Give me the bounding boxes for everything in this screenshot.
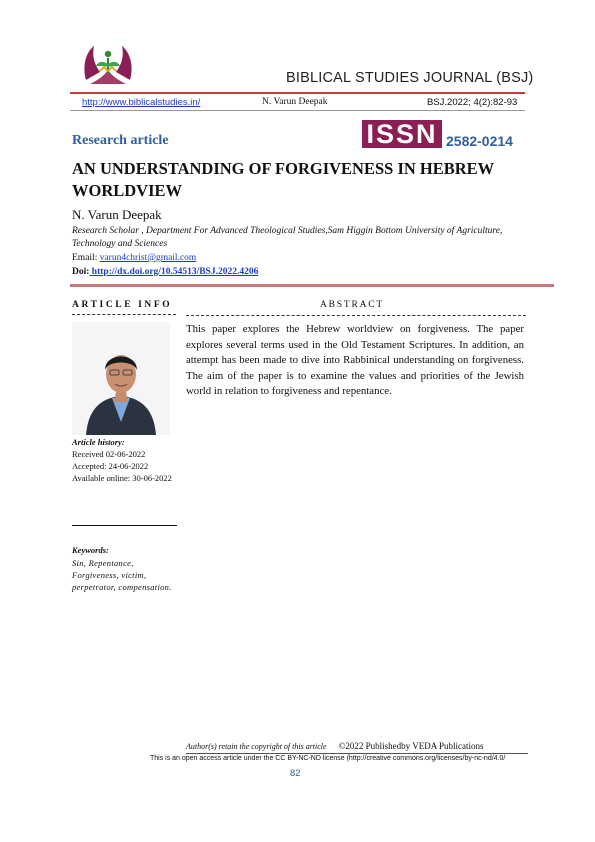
keywords-label: Keywords: xyxy=(72,545,109,555)
article-history-label: Article history: xyxy=(72,437,125,447)
svg-text:ISSN: ISSN xyxy=(366,120,438,148)
keywords-list: Sin, Repentance, Forgiveness, victim, perpetrator, compensation. xyxy=(72,558,172,592)
header-rule xyxy=(70,92,525,94)
publisher-note: ©2022 Publishedby VEDA Publications xyxy=(338,741,484,751)
citation: BSJ.2022; 4(2):82-93 xyxy=(427,97,518,108)
article-info-rule xyxy=(72,314,176,315)
running-author: N. Varun Deepak xyxy=(262,97,328,107)
journal-logo-icon xyxy=(80,40,136,90)
doi-line xyxy=(72,267,258,277)
doi-link[interactable]: http://dx.doi.org/10.54513/BSJ.2022.4206 xyxy=(89,267,259,277)
email-line xyxy=(72,253,196,263)
doi-label: Doi: xyxy=(72,267,90,277)
copyright-note: Author(s) retain the copyright of this article xyxy=(186,742,327,751)
article-info-divider xyxy=(72,525,177,526)
accepted-date: Accepted: 24-06-2022 xyxy=(72,461,149,471)
article-type: Research article xyxy=(72,133,169,148)
issn-number: 2582-0214 xyxy=(446,133,513,149)
journal-url-link[interactable]: http://www.biblicalstudies.in/ xyxy=(82,97,201,108)
email-link[interactable]: varun4christ@gmail.com xyxy=(99,253,197,263)
issn-logo-icon xyxy=(362,120,442,148)
section-divider xyxy=(70,284,554,287)
license-note: This is an open access article under the CC BY-NC-ND license (http://creative commons.org/licenses/by-nc-nd/4.0/ xyxy=(150,755,506,762)
header-underline xyxy=(70,110,525,111)
author-photo xyxy=(72,322,170,435)
email-label: Email: xyxy=(72,253,100,263)
author-affiliation: Research Scholar , Department For Advanced Theological Studies,Sam Higgin Bottom University of Agriculture, Technology and Sciences xyxy=(72,226,503,249)
received-date: Received 02-06-2022 xyxy=(72,449,146,459)
abstract-rule xyxy=(186,315,526,316)
footer-rule xyxy=(186,753,528,754)
abstract-text: This paper explores the Hebrew worldview on forgiveness. The paper explores several terms used in the Old Testament Scriptures. In addition, an attempt has been made to dive into Rabbinical understanding on forgiveness. The aim of the paper is to examine the values and priorities of the Jewish world in relation to forgiveness and repentance. xyxy=(186,323,524,398)
page-number: 82 xyxy=(290,768,301,779)
paper-title: AN UNDERSTANDING OF FORGIVENESS IN HEBREW WORLDVIEW xyxy=(72,159,494,200)
article-info-heading: ARTICLE INFO xyxy=(72,300,173,310)
abstract-heading: ABSTRACT xyxy=(320,300,385,310)
available-online-date: Available online: 30-06-2022 xyxy=(72,473,172,483)
footer-copyright xyxy=(186,741,484,751)
journal-title: BIBLICAL STUDIES JOURNAL (BSJ) xyxy=(286,70,534,86)
author-name: N. Varun Deepak xyxy=(72,207,162,222)
